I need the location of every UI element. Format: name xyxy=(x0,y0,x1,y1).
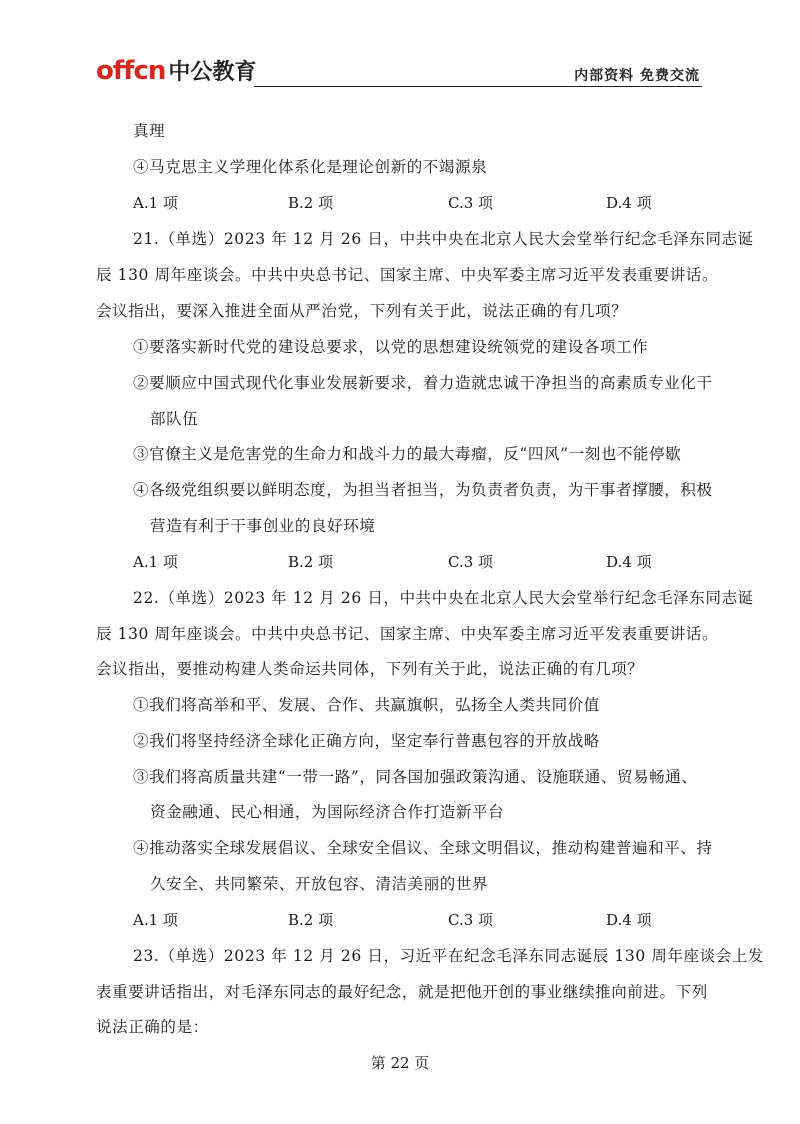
question-21-item: ①要落实新时代党的建设总要求，以党的思想建设统领党的建设各项工作 xyxy=(133,338,649,356)
option-b: B.2 项 xyxy=(288,194,334,212)
item-statement: ④马克思主义学理化体系化是理论创新的不竭源泉 xyxy=(133,158,488,176)
option-b: B.2 项 xyxy=(288,911,334,929)
question-21-item: ②要顺应中国式现代化事业发展新要求，着力造就忠诚干净担当的高素质专业化干 xyxy=(133,374,713,392)
question-22-stem-line2: 辰 130 周年座谈会。中共中央总书记、国家主席、中央军委主席习近平发表重要讲话。 xyxy=(96,625,719,643)
offcn-logo xyxy=(96,56,256,89)
option-d: D.4 项 xyxy=(606,911,652,929)
option-b: B.2 项 xyxy=(288,553,334,571)
question-22-stem: 22.（单选）2023 年 12 月 26 日，中共中央在北京人民大会堂举行纪念毛泽东同志诞 xyxy=(133,589,754,607)
page-header xyxy=(96,54,702,90)
question-21-stem-line3: 会议指出，要深入推进全面从严治党，下列有关于此，说法正确的有几项？ xyxy=(96,302,628,320)
header-divider xyxy=(254,86,702,87)
question-21-stem: 21.（单选）2023 年 12 月 26 日，中共中央在北京人民大会堂举行纪念毛泽东同志诞 xyxy=(133,230,754,248)
question-22-item-cont: 久安全、共同繁荣、开放包容、清洁美丽的世界 xyxy=(150,875,489,893)
question-22-stem-line3: 会议指出，要推动构建人类命运共同体，下列有关于此，说法正确的有几项？ xyxy=(96,660,644,678)
question-22-item-cont: 资金融通、民心相通，为国际经济合作打造新平台 xyxy=(150,803,505,821)
header-notice: 内部资料 免费交流 xyxy=(574,68,700,84)
question-22-item: ③我们将高质量共建“一带一路”，同各国加强政策沟通、设施联通、贸易畅通、 xyxy=(133,768,698,786)
page-number: 第 22 页 xyxy=(370,1054,430,1072)
question-23-stem-line3: 说法正确的是： xyxy=(96,1018,209,1036)
continuation-text: 真理 xyxy=(133,122,166,140)
question-22-item: ①我们将高举和平、发展、合作、共赢旗帜，弘扬全人类共同价值 xyxy=(133,696,600,714)
question-21-item: ③官僚主义是危害党的生命力和战斗力的最大毒瘤，反“四风”一刻也不能停歇 xyxy=(133,445,682,463)
option-c: C.3 项 xyxy=(448,553,494,571)
option-c: C.3 项 xyxy=(448,911,494,929)
option-d: D.4 项 xyxy=(606,553,652,571)
logo-chinese-text: 中公教育 xyxy=(168,60,257,85)
option-a: A.1 项 xyxy=(133,911,178,929)
question-22-item: ②我们将坚持经济全球化正确方向，坚定奉行普惠包容的开放战略 xyxy=(133,732,600,750)
option-a: A.1 项 xyxy=(133,194,178,212)
question-21-item: ④各级党组织要以鲜明态度，为担当者担当，为负责者负责，为干事者撑腰，积极 xyxy=(133,481,713,499)
question-21-item-cont: 营造有利于干事创业的良好环境 xyxy=(150,517,376,535)
logo-latin-text: offcn xyxy=(96,56,166,86)
question-23-stem: 23.（单选）2023 年 12 月 26 日，习近平在纪念毛泽东同志诞辰 130 周年座谈会上发 xyxy=(133,947,765,965)
option-c: C.3 项 xyxy=(448,194,494,212)
question-23-stem-line2: 表重要讲话指出，对毛泽东同志的最好纪念，就是把他开创的事业继续推向前进。下列 xyxy=(96,983,708,1001)
question-21-stem-line2: 辰 130 周年座谈会。中共中央总书记、国家主席、中央军委主席习近平发表重要讲话。 xyxy=(96,266,719,284)
question-22-item: ④推动落实全球发展倡议、全球安全倡议、全球文明倡议，推动构建普遍和平、持 xyxy=(133,839,713,857)
question-21-item-cont: 部队伍 xyxy=(150,410,199,428)
option-a: A.1 项 xyxy=(133,553,178,571)
option-d: D.4 项 xyxy=(606,194,652,212)
